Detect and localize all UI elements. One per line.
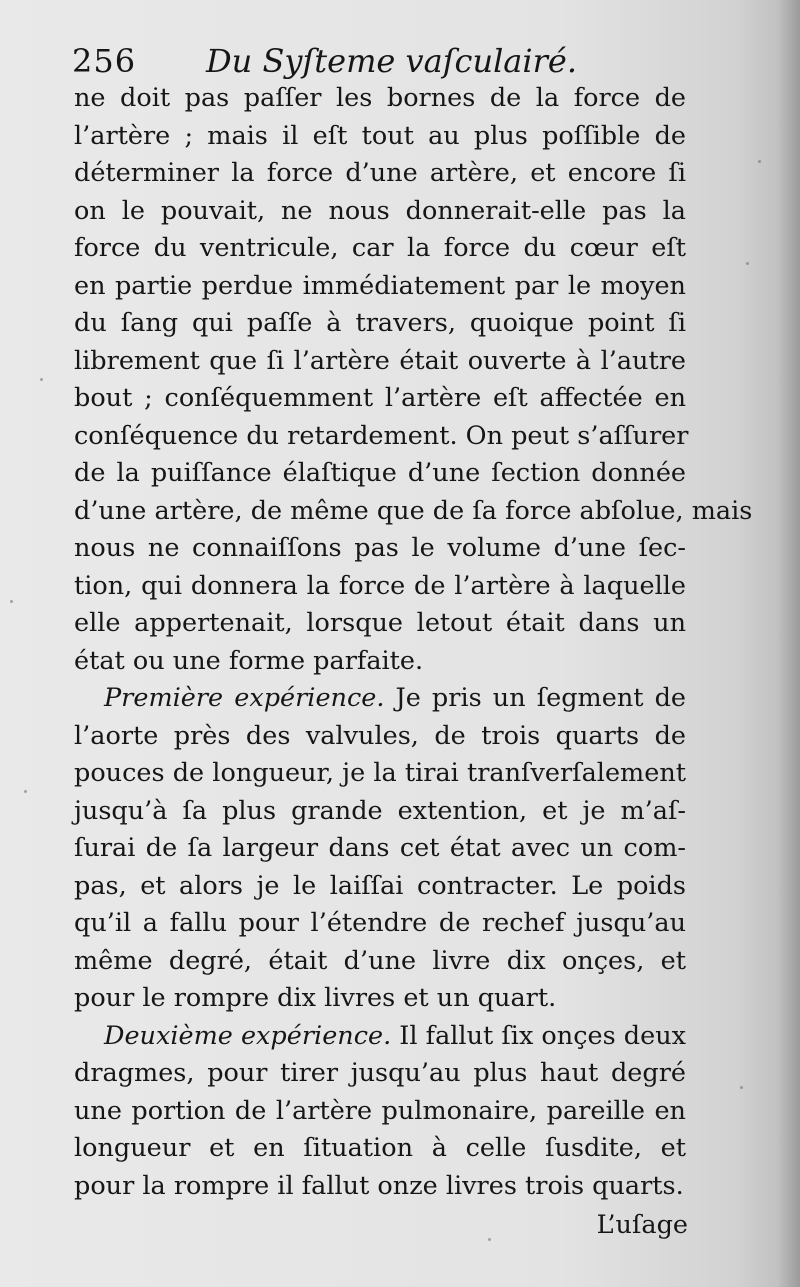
text-line-content: force du ventricule, car la force du cœur eſt <box>74 233 686 263</box>
text-line <box>74 380 686 418</box>
text-line-content: tion, qui donnera la force de l’artère à laquelle <box>74 570 686 601</box>
text-line <box>74 155 686 193</box>
text-line <box>74 905 686 943</box>
text-line <box>74 755 686 793</box>
running-title: Du Syſteme vaſculairé. <box>206 42 578 80</box>
text-line <box>74 980 686 1018</box>
text-line <box>74 680 686 718</box>
text-line <box>74 605 686 643</box>
text-line <box>74 830 686 868</box>
text-line-content: on le pouvait, ne nous donnerait-elle pas la <box>74 195 686 226</box>
page-number: 256 <box>72 42 137 80</box>
page-header <box>72 36 712 86</box>
text-line-content: du ſang qui paſſe à travers, quoique point ſi <box>74 308 686 338</box>
text-line-content: conſéquence du retardement. On peut s’aſſurer <box>74 420 689 451</box>
text-line-content: Je pris un ſegment de <box>384 683 686 713</box>
text-line-content: l’artère ; mais il eſt tout au plus poſſible de <box>74 120 686 151</box>
text-line <box>74 80 686 118</box>
text-line-content: pour le rompre dix livres et un quart. <box>74 983 557 1013</box>
text-line <box>74 193 686 231</box>
body-text <box>74 80 753 1205</box>
text-line-content: état ou une forme parfaite. <box>74 645 424 676</box>
text-line <box>74 868 686 906</box>
text-line-content: déterminer la force d’une artère, et encore ſi <box>74 158 686 188</box>
text-line-content: longueur et en ſituation à celle ſusdite, et <box>74 1133 686 1163</box>
text-line-content: ne doit pas paſſer les bornes de la force de <box>74 83 686 113</box>
text-line <box>74 530 686 568</box>
text-line <box>74 118 686 156</box>
text-line-content: jusqu’à ſa plus grande extention, et je m’aſ- <box>74 795 686 826</box>
text-line <box>74 1130 686 1168</box>
text-line-content: dragmes, pour tirer jusqu’au plus haut degré <box>74 1058 686 1088</box>
text-line-content: elle appertenait, lorsque letout était dans un <box>74 608 686 638</box>
text-line <box>74 268 686 306</box>
text-line-content: en partie perdue immédiatement par le moyen <box>74 270 686 301</box>
text-line <box>74 568 686 606</box>
text-line <box>74 343 686 381</box>
catchword: L’uſage <box>596 1210 688 1240</box>
text-line-content: librement que ſi l’artère était ouverte à l’autre <box>74 345 686 376</box>
text-line <box>74 1018 686 1056</box>
text-line-content: Il fallut ſix onçes deux <box>391 1020 686 1051</box>
text-line-content: l’aorte près des valvules, de trois quarts de <box>74 720 686 751</box>
text-line <box>74 418 689 456</box>
text-line-content: de la puiſſance élaſtique d’une ſection donnée <box>74 458 686 488</box>
page-edge-shadow <box>778 0 800 1287</box>
text-line-content: pour la rompre il fallut onze livres trois quarts. <box>74 1170 684 1201</box>
text-line <box>74 1093 686 1131</box>
text-line-content: bout ; conſéquemment l’artère eſt affectée en <box>74 383 686 413</box>
text-line <box>74 718 686 756</box>
text-line-content: même degré, était d’une livre dix onçes, et <box>74 945 686 976</box>
text-line <box>74 455 686 493</box>
text-line <box>74 493 753 531</box>
text-line-content: qu’il a fallu pour l’étendre de rechef jusqu’au <box>74 908 686 938</box>
text-line <box>74 305 686 343</box>
text-line <box>74 793 686 831</box>
text-line <box>74 643 686 681</box>
text-line-content: pouces de longueur, je la tirai tranſverſalement <box>74 758 686 788</box>
text-line-content: une portion de l’artère pulmonaire, pareille en <box>74 1095 686 1126</box>
text-line <box>74 230 686 268</box>
text-line <box>74 943 686 981</box>
text-line-content: d’une artère, de même que de ſa force abſolue, mais <box>74 495 753 526</box>
paragraph-lead-italic: Première expérience. <box>104 683 385 713</box>
text-line-content: nous ne connaiſſons pas le volume d’une ſec- <box>74 533 686 563</box>
paragraph-lead-italic: Deuxième expérience. <box>104 1020 392 1051</box>
text-line-content: ſurai de ſa largeur dans cet état avec un com- <box>74 833 686 863</box>
text-line-content: pas, et alors je le laiſſai contracter. Le poids <box>74 870 686 901</box>
text-line <box>74 1168 686 1206</box>
text-line <box>74 1055 686 1093</box>
